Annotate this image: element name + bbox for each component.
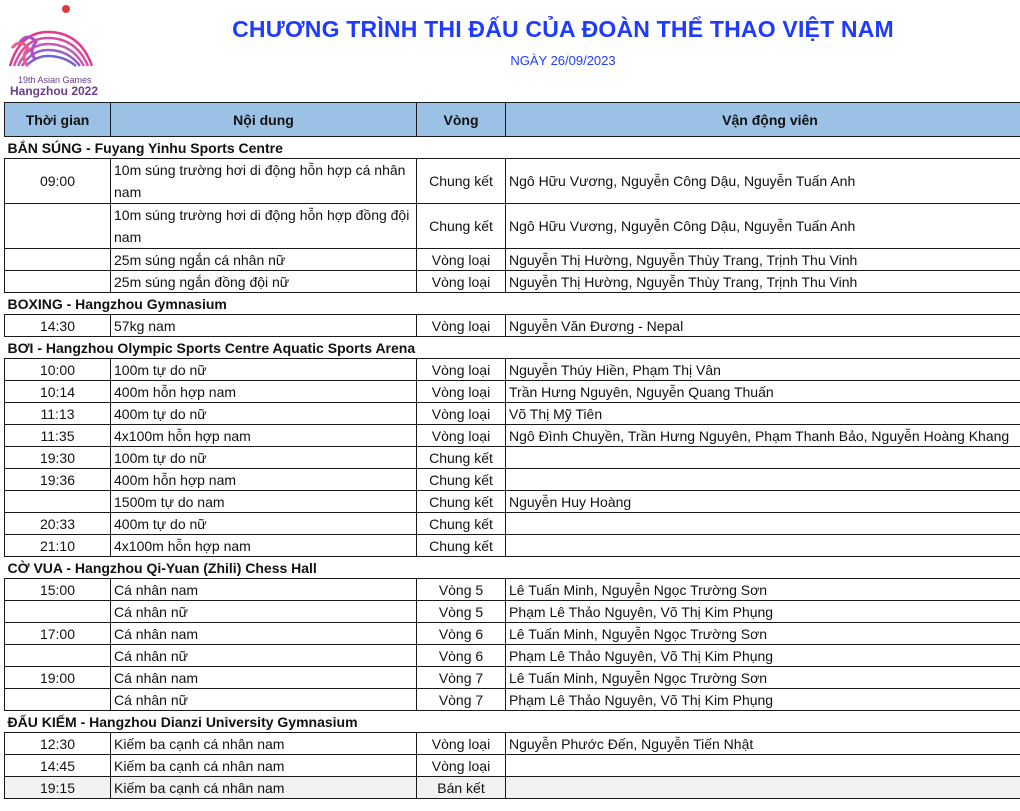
header-row [5,103,1020,137]
athletes-cell: Nguyễn Thị Hường, Nguyễn Thùy Trang, Trịnh Thu Vinh [506,249,1020,271]
table-row [5,535,1020,557]
round-cell: Chung kết [417,159,506,204]
event-cell: 400m hỗn hợp nam [111,381,417,403]
table-row [5,667,1020,689]
round-cell: Vòng loại [417,755,506,777]
round-cell: Chung kết [417,469,506,491]
round-cell: Vòng 7 [417,667,506,689]
round-cell: Vòng loại [417,249,506,271]
athletes-cell [506,777,1020,799]
round-cell: Vòng loại [417,381,506,403]
round-cell: Vòng 5 [417,579,506,601]
table-row [5,315,1020,337]
section-header [5,337,1020,359]
athletes-cell: Nguyễn Huy Hoàng [506,491,1020,513]
event-cell: Cá nhân nữ [111,689,417,711]
athletes-cell: Lê Tuấn Minh, Nguyễn Ngọc Trường Sơn [506,667,1020,689]
time-cell: 17:00 [5,623,111,645]
event-cell: 4x100m hỗn hợp nam [111,425,417,447]
event-cell: Cá nhân nam [111,667,417,689]
round-cell: Chung kết [417,447,506,469]
table-row [5,469,1020,491]
schedule-table [4,102,1020,799]
table-row [5,579,1020,601]
table-row [5,271,1020,293]
table-row [5,447,1020,469]
col-header-athletes: Vận động viên [506,103,1020,137]
round-cell: Vòng loại [417,359,506,381]
athletes-cell: Trần Hưng Nguyên, Nguyễn Quang Thuấn [506,381,1020,403]
athletes-cell [506,469,1020,491]
time-cell: 19:36 [5,469,111,491]
athletes-cell: Ngô Đình Chuyền, Trần Hưng Nguyên, Phạm Thanh Bảo, Nguyễn Hoàng Khang [506,425,1020,447]
time-cell: 19:15 [5,777,111,799]
col-header-round: Vòng [417,103,506,137]
event-cell: 400m tự do nữ [111,403,417,425]
table-row [5,601,1020,623]
table-row [5,204,1020,249]
table-row [5,623,1020,645]
section-title: CỜ VUA - Hangzhou Qi-Yuan (Zhili) Chess Hall [5,557,1020,579]
athletes-cell: Nguyễn Thúy Hiền, Phạm Thị Vân [506,359,1020,381]
table-row [5,249,1020,271]
round-cell: Vòng loại [417,733,506,755]
time-cell: 21:10 [5,535,111,557]
time-cell: 11:35 [5,425,111,447]
event-cell: Kiếm ba cạnh cá nhân nam [111,755,417,777]
round-cell: Vòng 5 [417,601,506,623]
time-cell [5,645,111,667]
table-row [5,491,1020,513]
event-cell: 1500m tự do nam [111,491,417,513]
event-cell: Cá nhân nữ [111,645,417,667]
athletes-cell: Phạm Lê Thảo Nguyên, Võ Thị Kim Phụng [506,689,1020,711]
athletes-cell: Lê Tuấn Minh, Nguyễn Ngọc Trường Sơn [506,579,1020,601]
athletes-cell [506,447,1020,469]
table-row [5,403,1020,425]
time-cell: 10:14 [5,381,111,403]
athletes-cell [506,535,1020,557]
round-cell: Chung kết [417,513,506,535]
round-cell: Chung kết [417,535,506,557]
section-title: BẮN SÚNG - Fuyang Yinhu Sports Centre [5,137,1020,159]
time-cell: 19:00 [5,667,111,689]
time-cell: 19:30 [5,447,111,469]
time-cell: 12:30 [5,733,111,755]
time-cell [5,249,111,271]
page-date: NGÀY 26/09/2023 [510,53,616,68]
page-title: CHƯƠNG TRÌNH THI ĐẤU CỦA ĐOÀN THỂ THAO VIỆT NAM [232,16,894,42]
event-cell: 400m tự do nữ [111,513,417,535]
round-cell: Vòng loại [417,403,506,425]
event-cell: Kiếm ba cạnh cá nhân nam [111,777,417,799]
round-cell: Vòng 6 [417,623,506,645]
athletes-cell: Võ Thị Mỹ Tiên [506,403,1020,425]
event-cell: 10m súng trường hơi di động hỗn hợp cá nhân nam [111,159,417,204]
round-cell: Vòng loại [417,271,506,293]
athletes-cell: Nguyễn Phước Đến, Nguyễn Tiến Nhật [506,733,1020,755]
athletes-cell: Ngô Hữu Vương, Nguyễn Công Dậu, Nguyễn Tuấn Anh [506,204,1020,249]
event-cell: 57kg nam [111,315,417,337]
time-cell: 20:33 [5,513,111,535]
athletes-cell: Lê Tuấn Minh, Nguyễn Ngọc Trường Sơn [506,623,1020,645]
col-header-time: Thời gian [5,103,111,137]
time-cell: 14:30 [5,315,111,337]
time-cell [5,271,111,293]
event-cell: 4x100m hỗn hợp nam [111,535,417,557]
table-row [5,513,1020,535]
athletes-cell: Ngô Hữu Vương, Nguyễn Công Dậu, Nguyễn Tuấn Anh [506,159,1020,204]
schedule-body [5,137,1020,799]
table-row [5,777,1020,799]
athletes-cell: Nguyễn Văn Đương - Nepal [506,315,1020,337]
athletes-cell: Phạm Lê Thảo Nguyên, Võ Thị Kim Phụng [506,645,1020,667]
col-header-event: Nội dung [111,103,417,137]
event-cell: 10m súng trường hơi di động hỗn hợp đồng đội nam [111,204,417,249]
time-cell [5,491,111,513]
time-cell [5,601,111,623]
table-row [5,359,1020,381]
table-row [5,645,1020,667]
round-cell: Vòng 7 [417,689,506,711]
section-title: BOXING - Hangzhou Gymnasium [5,293,1020,315]
event-cell: 100m tự do nữ [111,359,417,381]
athletes-cell [506,513,1020,535]
athletes-cell: Phạm Lê Thảo Nguyên, Võ Thị Kim Phụng [506,601,1020,623]
athletes-cell [506,755,1020,777]
event-cell: Cá nhân nữ [111,601,417,623]
logo-caption: 19th Asian Games [18,75,92,85]
time-cell: 09:00 [5,159,111,204]
table-row [5,689,1020,711]
event-cell: 400m hỗn hợp nam [111,469,417,491]
athletes-cell: Nguyễn Thị Hường, Nguyễn Thùy Trang, Trịnh Thu Vinh [506,271,1020,293]
section-header [5,711,1020,733]
section-header [5,293,1020,315]
section-title: ĐẤU KIẾM - Hangzhou Dianzi University Gymnasium [5,711,1020,733]
round-cell: Vòng loại [417,425,506,447]
time-cell: 15:00 [5,579,111,601]
time-cell [5,204,111,249]
table-row [5,733,1020,755]
section-title: BƠI - Hangzhou Olympic Sports Centre Aquatic Sports Arena [5,337,1020,359]
logo-city: Hangzhou 2022 [10,84,99,98]
event-cell: 25m súng ngắn đồng đội nữ [111,271,417,293]
round-cell: Vòng 6 [417,645,506,667]
event-cell: Cá nhân nam [111,623,417,645]
event-cell: Cá nhân nam [111,579,417,601]
table-row [5,381,1020,403]
section-header [5,557,1020,579]
event-cell: 100m tự do nữ [111,447,417,469]
round-cell: Chung kết [417,491,506,513]
section-header [5,137,1020,159]
time-cell: 11:13 [5,403,111,425]
time-cell [5,689,111,711]
round-cell: Chung kết [417,204,506,249]
time-cell: 14:45 [5,755,111,777]
table-row [5,159,1020,204]
event-cell: 25m súng ngắn cá nhân nữ [111,249,417,271]
table-row [5,755,1020,777]
event-cell: Kiếm ba cạnh cá nhân nam [111,733,417,755]
time-cell: 10:00 [5,359,111,381]
table-row [5,425,1020,447]
round-cell: Vòng loại [417,315,506,337]
round-cell: Bán kết [417,777,506,799]
